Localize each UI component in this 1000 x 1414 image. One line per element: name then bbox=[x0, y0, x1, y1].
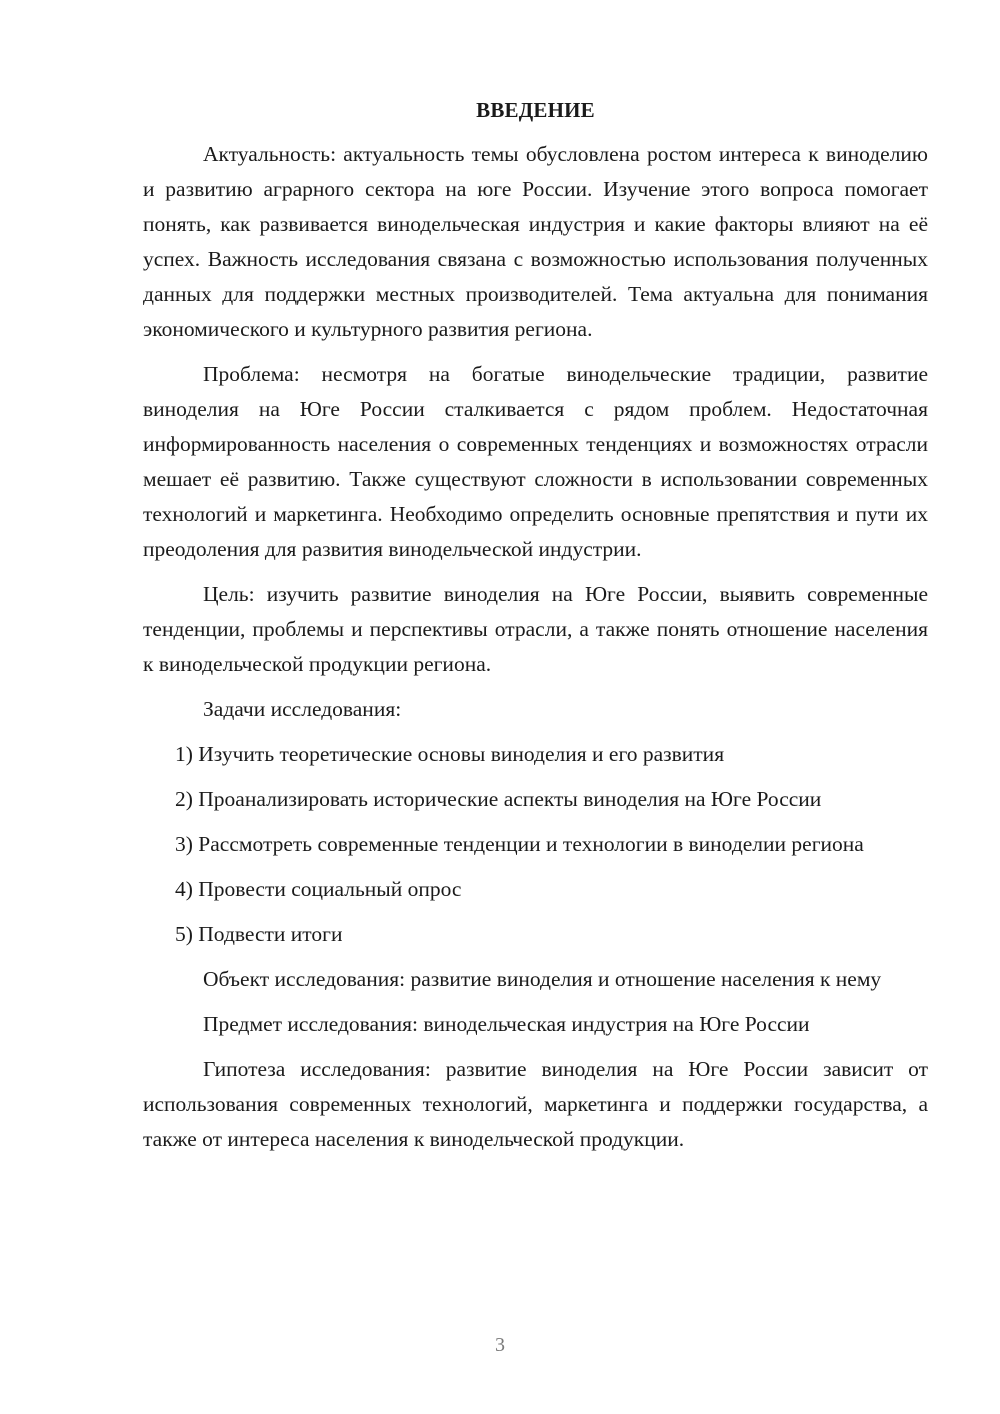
paragraph-goal: Цель: изучить развитие виноделия на Юге России, выявить современные тенденции, проблемы и перспективы отрасли, а также понять отношение населения к винодельческой продукции региона. bbox=[143, 582, 928, 676]
tasks-heading: Задачи исследования: bbox=[203, 697, 402, 721]
paragraph-problem: Проблема: несмотря на богатые винодельческие традиции, развитие виноделия на Юге России сталкивается с рядом проблем. Недостаточная информированность населения о современных тенденциях и возможностях отрасли мешает её развитию. Также существуют сложности в использовании современных технологий и маркетинга. Необходимо определить основные препятствия и пути их преодоления для развития винодельческой индустрии. bbox=[143, 362, 928, 561]
task-item-2: 2) Проанализировать исторические аспекты виноделия на Юге России bbox=[175, 787, 822, 811]
task-item-3: 3) Рассмотреть современные тенденции и технологии в виноделии региона bbox=[175, 832, 864, 856]
task-item-5: 5) Подвести итоги bbox=[175, 922, 343, 946]
section-heading: ВВЕДЕНИЕ bbox=[476, 98, 595, 122]
task-item-4: 4) Провести социальный опрос bbox=[175, 877, 462, 901]
paragraph-relevance: Актуальность: актуальность темы обусловлена ростом интереса к виноделию и развитию аграрного сектора на юге России. Изучение этого вопроса помогает понять, как развивается винодельческая индустрия и какие факторы влияют на её успех. Важность исследования связана с возможностью использования полученных данных для поддержки местных производителей. Тема актуальна для понимания экономического и культурного развития региона. bbox=[143, 142, 928, 341]
paragraph-hypothesis: Гипотеза исследования: развитие виноделия на Юге России зависит от использования современных технологий, маркетинга и поддержки государства, а также от интереса населения к винодельческой продукции. bbox=[143, 1057, 928, 1151]
paragraph-subject: Предмет исследования: винодельческая индустрия на Юге России bbox=[203, 1012, 810, 1036]
page-number: 3 bbox=[495, 1334, 505, 1356]
document-page bbox=[143, 95, 928, 1167]
task-item-1: 1) Изучить теоретические основы виноделия и его развития bbox=[175, 742, 725, 766]
paragraph-object: Объект исследования: развитие виноделия и отношение населения к нему bbox=[203, 967, 882, 991]
